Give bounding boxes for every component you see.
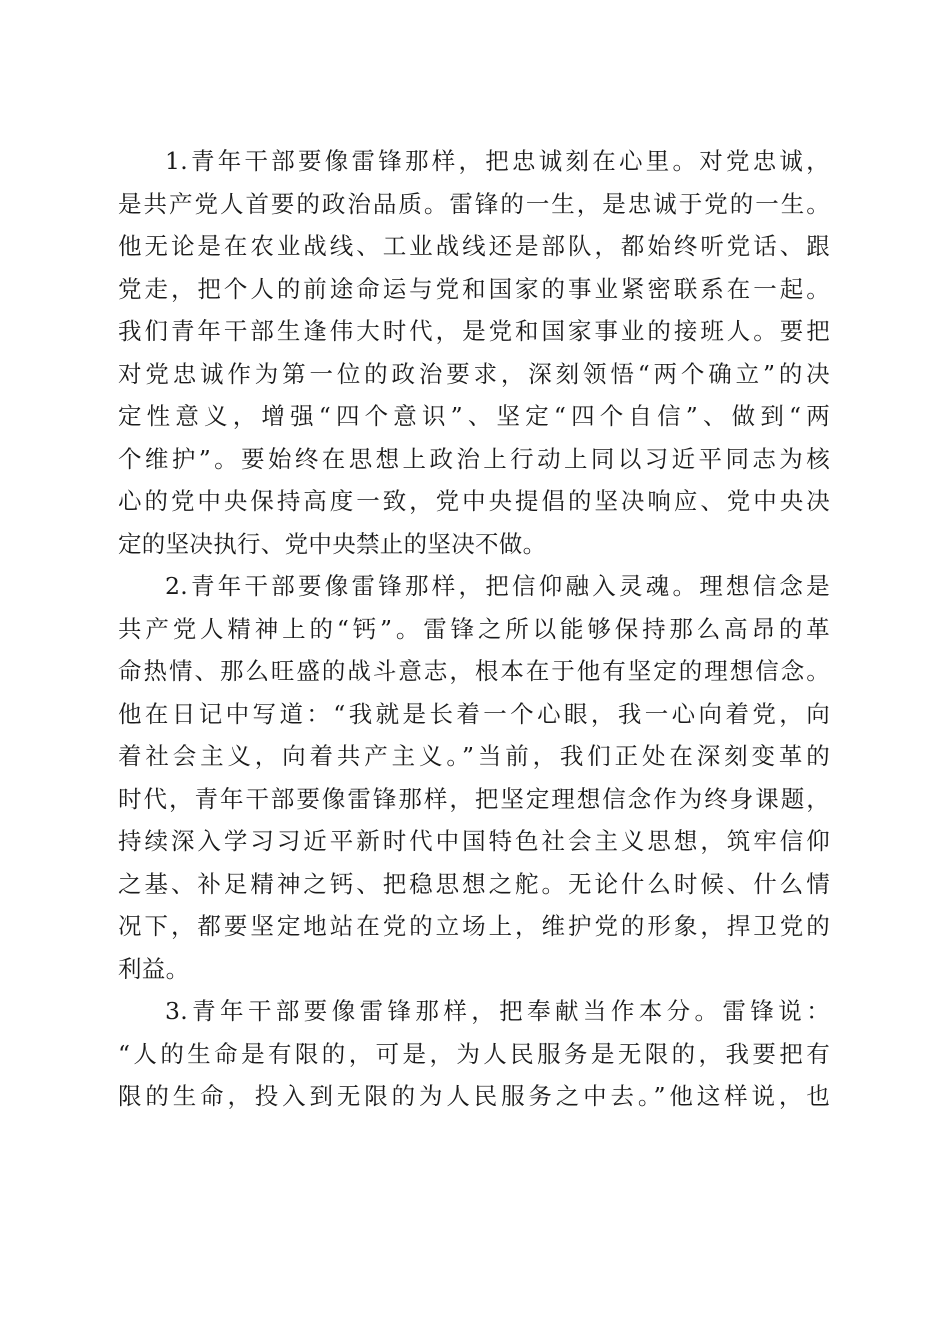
paragraph-line: 2.青年干部要像雷锋那样，把信仰融入灵魂。理想信念是 [165, 572, 830, 600]
paragraph-line: 况下，都要坚定地站在党的立场上，维护党的形象，捍卫党的 [118, 912, 830, 940]
paragraph-line: 他无论是在农业战线、工业战线还是部队，都始终听党话、跟 [118, 232, 830, 260]
document-body [118, 140, 830, 1118]
paragraph-line: 我们青年干部生逢伟大时代，是党和国家事业的接班人。要把 [118, 317, 830, 345]
paragraph-1 [118, 140, 830, 565]
paragraph-line: 3.青年干部要像雷锋那样，把奉献当作本分。雷锋说： [165, 997, 830, 1025]
paragraph-2 [118, 565, 830, 990]
paragraph-line: 利益。 [118, 954, 190, 983]
paragraph-line: 持续深入学习习近平新时代中国特色社会主义思想，筑牢信仰 [118, 827, 830, 855]
paragraph-line: 1.青年干部要像雷锋那样，把忠诚刻在心里。对党忠诚， [165, 147, 830, 175]
paragraph-line: 着社会主义，向着共产主义。”当前，我们正处在深刻变革的 [118, 742, 830, 770]
paragraph-line: 是共产党人首要的政治品质。雷锋的一生，是忠诚于党的一生。 [118, 189, 830, 218]
paragraph-line: 定的坚决执行、党中央禁止的坚决不做。 [118, 529, 547, 558]
paragraph-line: 党走，把个人的前途命运与党和国家的事业紧密联系在一起。 [118, 274, 830, 303]
paragraph-line: 他在日记中写道：“我就是长着一个心眼，我一心向着党，向 [118, 699, 830, 728]
paragraph-line: 时代，青年干部要像雷锋那样，把坚定理想信念作为终身课题， [118, 784, 830, 813]
paragraph-line: 对党忠诚作为第一位的政治要求，深刻领悟“两个确立”的决 [118, 359, 830, 388]
paragraph-line: 个维护”。要始终在思想上政治上行动上同以习近平同志为核 [118, 444, 830, 473]
paragraph-line: 限的生命，投入到无限的为人民服务之中去。”他这样说，也 [118, 1082, 830, 1110]
paragraph-line: 之基、补足精神之钙、把稳思想之舵。无论什么时候、什么情 [118, 869, 830, 898]
paragraph-line: 共产党人精神上的“钙”。雷锋之所以能够保持那么高昂的革 [118, 614, 830, 643]
paragraph-line: “人的生命是有限的，可是，为人民服务是无限的，我要把有 [118, 1039, 830, 1068]
paragraph-line: 命热情、那么旺盛的战斗意志，根本在于他有坚定的理想信念。 [118, 657, 830, 685]
paragraph-3 [118, 990, 830, 1118]
paragraph-line: 心的党中央保持高度一致，党中央提倡的坚决响应、党中央决 [118, 487, 830, 515]
paragraph-line: 定性意义，增强“四个意识”、坚定“四个自信”、做到“两 [118, 402, 830, 430]
